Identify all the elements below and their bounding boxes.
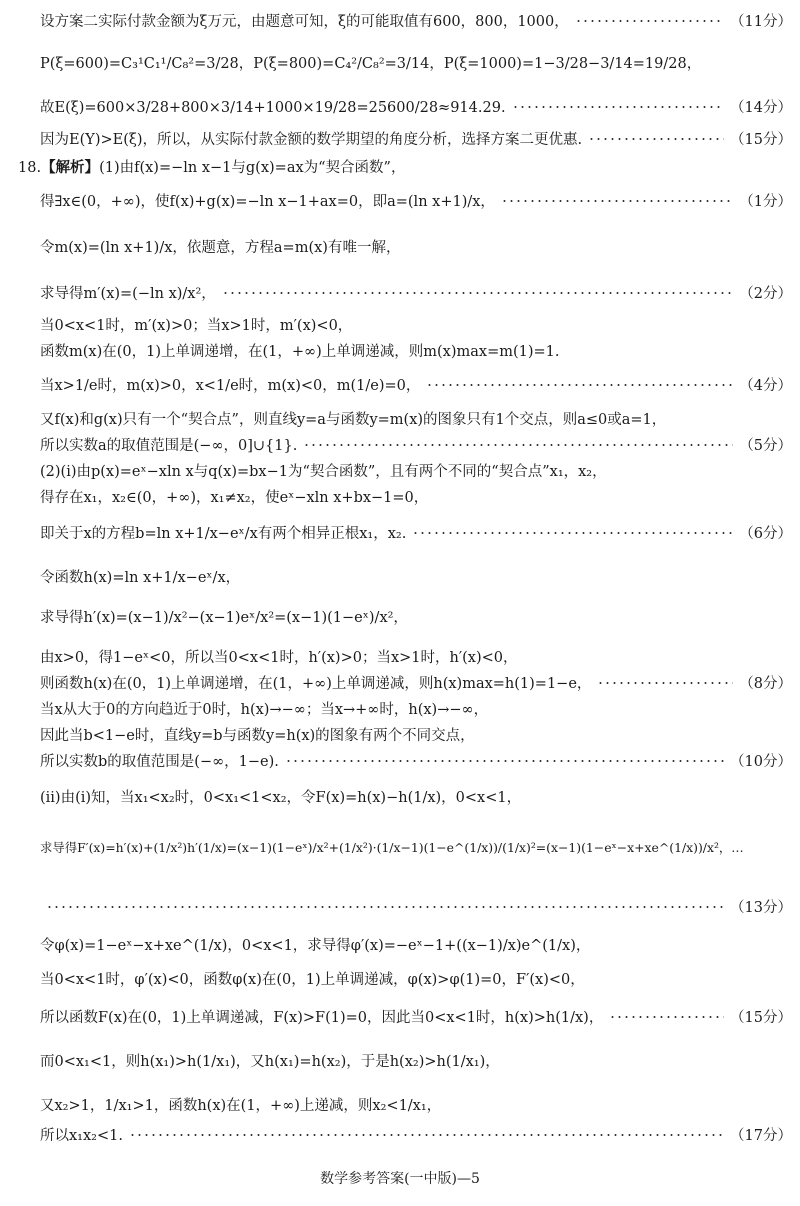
dot-leader [588, 138, 724, 140]
solution-line: 求导得F′(x)=h′(x)+(1/x²)h′(1/x)=(x−1)(1−eˣ)/x²+(1/x²)·(1/x−1)(1−e^(1/x))/(1/x)²=(x−1)(1−eˣ−x+xe^(1/x))/x²，… [40, 840, 744, 855]
score-line [40, 896, 792, 917]
dot-leader [222, 292, 733, 294]
solution-line: 求导得h′(x)=(x−1)/x²−(x−1)eˣ/x²=(x−1)(1−eˣ)/x²， [40, 610, 408, 626]
solution-line: 令m(x)=(ln x+1)/x，依题意，方程a=m(x)有唯一解， [40, 240, 401, 256]
solution-line: 则函数h(x)在(0，1)上单调递增，在(1，+∞)上单调递减，则h(x)max=h(1)=1−e， （8分） [40, 672, 792, 693]
score-label: （17分） [730, 1128, 792, 1144]
solution-line: 当x>1/e时，m(x)>0，x<1/e时，m(x)<0，m(1/e)=0， （4分） [40, 374, 792, 395]
solution-line: 求导得m′(x)=(−ln x)/x²， （2分） [40, 282, 792, 303]
solution-line: 当x从大于0的方向趋近于0时，h(x)→−∞；当x→+∞时，h(x)→−∞， [40, 702, 489, 718]
problem-18-header: 18.【解析】(1)由f(x)=−ln x−1与g(x)=ax为“契合函数”， [18, 159, 406, 176]
solution-line: 因此当b<1−e时，直线y=b与函数y=h(x)的图象有两个不同交点， [40, 728, 475, 744]
solution-line: (2)(ⅰ)由p(x)=eˣ−xln x与q(x)=bx−1为“契合函数”，且有两个不同的“契合点”x₁，x₂， [40, 464, 607, 480]
solution-line: 得∃x∈(0，+∞)，使f(x)+g(x)=−ln x−1+ax=0，即a=(ln x+1)/x， （1分） [40, 190, 792, 211]
solution-line: 而0<x₁<1，则h(x₁)>h(1/x₁)，又h(x₁)=h(x₂)，于是h(x₂)>h(1/x₁)， [40, 1054, 500, 1070]
dot-leader [285, 760, 724, 762]
score-label: （2分） [739, 286, 792, 302]
solution-line: 当0<x<1时，φ′(x)<0，函数φ(x)在(0，1)上单调递减，φ(x)>φ(1)=0，F′(x)<0， [40, 972, 585, 988]
solution-line: 由x>0，得1−eˣ<0，所以当0<x<1时，h′(x)>0；当x>1时，h′(x)<0， [40, 650, 518, 666]
solution-line: 所以实数b的取值范围是(−∞，1−e). （10分） [40, 750, 792, 771]
analysis-label: 【解析】 [41, 159, 100, 176]
solution-line: 又x₂>1，1/x₁>1，函数h(x)在(1，+∞)上递减，则x₂<1/x₁， [40, 1098, 442, 1114]
page-footer: 数学参考答案(一中版)—5 [320, 1171, 480, 1187]
score-label: （5分） [739, 438, 792, 454]
score-label: （4分） [739, 378, 792, 394]
solution-line: 故E(ξ)=600×3/28+800×3/14+1000×19/28=25600/28≈914.29. （14分） [40, 96, 792, 117]
dot-leader [575, 20, 724, 22]
solution-line: P(ξ=600)=C₃¹C₁¹/C₈²=3/28，P(ξ=800)=C₄²/C₈²=3/14，P(ξ=1000)=1−3/28−3/14=19/28， [40, 56, 702, 72]
solution-line: (ⅱ)由(ⅰ)知，当x₁<x₂时，0<x₁<1<x₂，令F(x)=h(x)−h(1/x)，0<x<1， [40, 790, 522, 806]
dot-leader [501, 200, 733, 202]
solution-line: 令函数h(x)=ln x+1/x−eˣ/x， [40, 570, 241, 586]
dot-leader [609, 1016, 724, 1018]
solution-line: 函数m(x)在(0，1)上单调递增，在(1，+∞)上单调递减，则m(x)max=m(1)=1. [40, 344, 560, 360]
solution-line: 即关于x的方程b=ln x+1/x−eˣ/x有两个相异正根x₁，x₂. （6分） [40, 522, 792, 543]
score-label: （1分） [739, 194, 792, 210]
score-label: （13分） [730, 900, 792, 916]
solution-line: 因为E(Y)>E(ξ)，所以，从实际付款金额的数学期望的角度分析，选择方案二更优惠. （15分） [40, 128, 792, 149]
dot-leader [426, 384, 733, 386]
solution-line: 令φ(x)=1−eˣ−x+xe^(1/x)，0<x<1，求导得φ′(x)=−eˣ−1+((x−1)/x)e^(1/x)， [40, 938, 591, 954]
dot-leader [129, 1134, 724, 1136]
dot-leader [412, 532, 733, 534]
score-label: （6分） [739, 526, 792, 542]
solution-line: 所以函数F(x)在(0，1)上单调递减，F(x)>F(1)=0，因此当0<x<1时，h(x)>h(1/x)， （15分） [40, 1006, 792, 1027]
solution-line: 所以实数a的取值范围是(−∞，0]∪{1}. （5分） [40, 434, 792, 455]
solution-line: 所以x₁x₂<1. （17分） [40, 1124, 792, 1145]
score-label: （15分） [730, 132, 792, 148]
dot-leader [46, 906, 724, 908]
score-label: （10分） [730, 754, 792, 770]
dot-leader [303, 444, 733, 446]
dot-leader [597, 682, 733, 684]
dot-leader [512, 106, 724, 108]
score-label: （15分） [730, 1010, 792, 1026]
solution-line: 得存在x₁，x₂∈(0，+∞)，x₁≠x₂，使eˣ−xln x+bx−1=0， [40, 490, 429, 506]
solution-line: 又f(x)和g(x)只有一个“契合点”，则直线y=a与函数y=m(x)的图象只有1个交点，则a≤0或a=1， [40, 412, 667, 428]
score-label: （11分） [730, 14, 792, 30]
score-label: （14分） [730, 100, 792, 116]
score-label: （8分） [739, 676, 792, 692]
solution-line: 当0<x<1时，m′(x)>0；当x>1时，m′(x)<0， [40, 318, 353, 334]
solution-line: 设方案二实际付款金额为ξ万元，由题意可知，ξ的可能取值有600，800，1000， （11分） [40, 10, 792, 31]
